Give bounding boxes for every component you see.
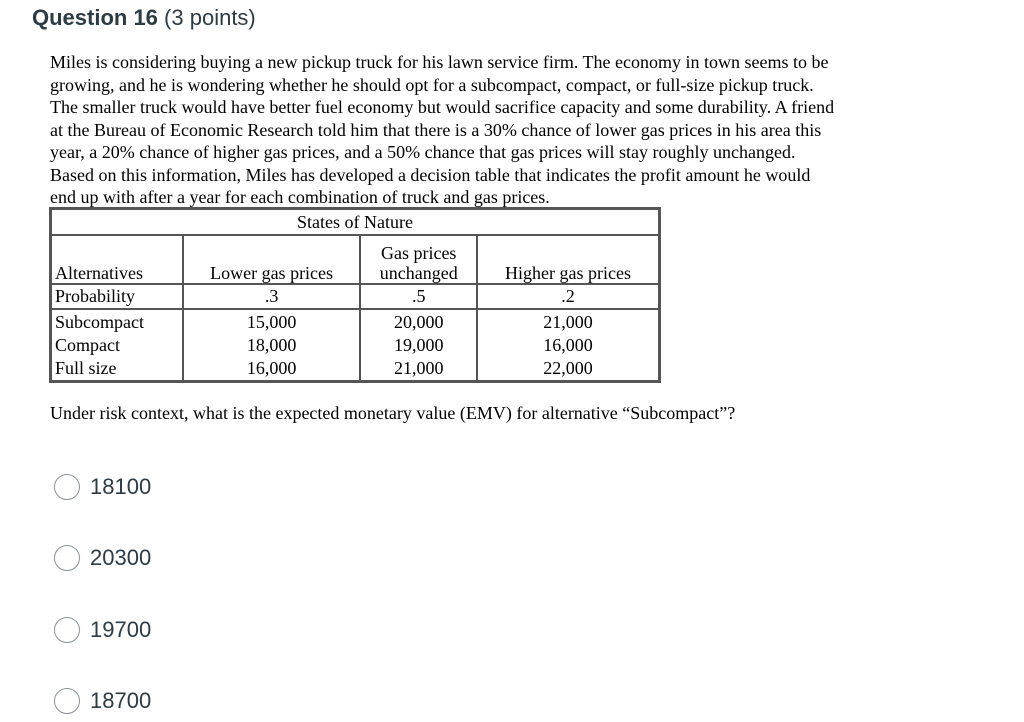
table-cell: 20,000 [360, 309, 477, 333]
radio-button[interactable] [54, 617, 80, 643]
radio-button[interactable] [54, 688, 80, 714]
decision-table [49, 207, 661, 383]
col-header-unchanged-line1: Gas prices [380, 242, 457, 263]
radio-button[interactable] [54, 545, 80, 571]
answer-label[interactable]: 18100 [90, 474, 152, 499]
col-header-higher: Higher gas prices [477, 235, 659, 284]
table-cell: 16,000 [477, 333, 659, 356]
stem-line: year, a 20% chance of higher gas prices, and a 50% chance that gas prices will stay roughly unchanged. [50, 142, 796, 162]
stem-line: end up with after a year for each combination of truck and gas prices. [50, 187, 550, 207]
col-header-unchanged [360, 235, 477, 284]
table-row [51, 357, 660, 382]
row-label: Full size [55, 358, 117, 379]
question-prompt: Under risk context, what is the expected monetary value (EMV) for alternative “Subcompact”? [50, 403, 736, 423]
table-cell: 19,000 [360, 333, 477, 356]
question-points: (3 points) [164, 5, 256, 30]
answer-option-3[interactable] [54, 615, 151, 645]
answer-label[interactable]: 19700 [90, 617, 152, 642]
probability-label: Probability [51, 284, 183, 309]
table-cell: 16,000 [183, 357, 361, 382]
table-cell: 22,000 [477, 357, 659, 382]
question-stem [50, 51, 980, 209]
answer-label[interactable]: 20300 [90, 545, 152, 570]
col-header-lower: Lower gas prices [183, 235, 361, 284]
table-row [51, 309, 660, 333]
answer-option-1[interactable] [54, 472, 151, 502]
question-title: Question 16 [32, 5, 158, 30]
table-cell: 21,000 [477, 309, 659, 333]
answer-option-4[interactable] [54, 686, 151, 716]
probability-cell: .2 [477, 284, 659, 309]
row-label: Subcompact [55, 311, 144, 332]
stem-line: Miles is considering buying a new pickup truck for his lawn service firm. The economy in town seems to be [50, 52, 829, 72]
stem-line: Based on this information, Miles has developed a decision table that indicates the profit amount he would [50, 164, 811, 185]
table-cell: 21,000 [360, 357, 477, 382]
table-row [51, 333, 660, 356]
probability-cell: .5 [360, 284, 477, 309]
table-cell: 18,000 [183, 333, 361, 356]
stem-line: at the Bureau of Economic Research told him that there is a 30% chance of lower gas prices in his area this [50, 119, 822, 140]
table-cell: 15,000 [183, 309, 361, 333]
table-header-row [51, 235, 660, 284]
col-header-unchanged-line2: unchanged [379, 262, 458, 283]
row-label: Compact [55, 334, 120, 355]
stem-line: growing, and he is wondering whether he should opt for a subcompact, compact, or full-size pickup truck. [50, 74, 814, 95]
answer-option-2[interactable] [54, 543, 151, 573]
probability-cell: .3 [183, 284, 361, 309]
radio-button[interactable] [54, 474, 80, 500]
probability-row [51, 284, 660, 309]
states-of-nature-header: States of Nature [51, 209, 660, 236]
question-header [32, 5, 256, 31]
answer-label[interactable]: 18700 [90, 688, 152, 713]
stem-line: The smaller truck would have better fuel economy but would sacrifice capacity and some durability. A friend [50, 97, 835, 117]
col-header-alternatives: Alternatives [51, 235, 183, 284]
